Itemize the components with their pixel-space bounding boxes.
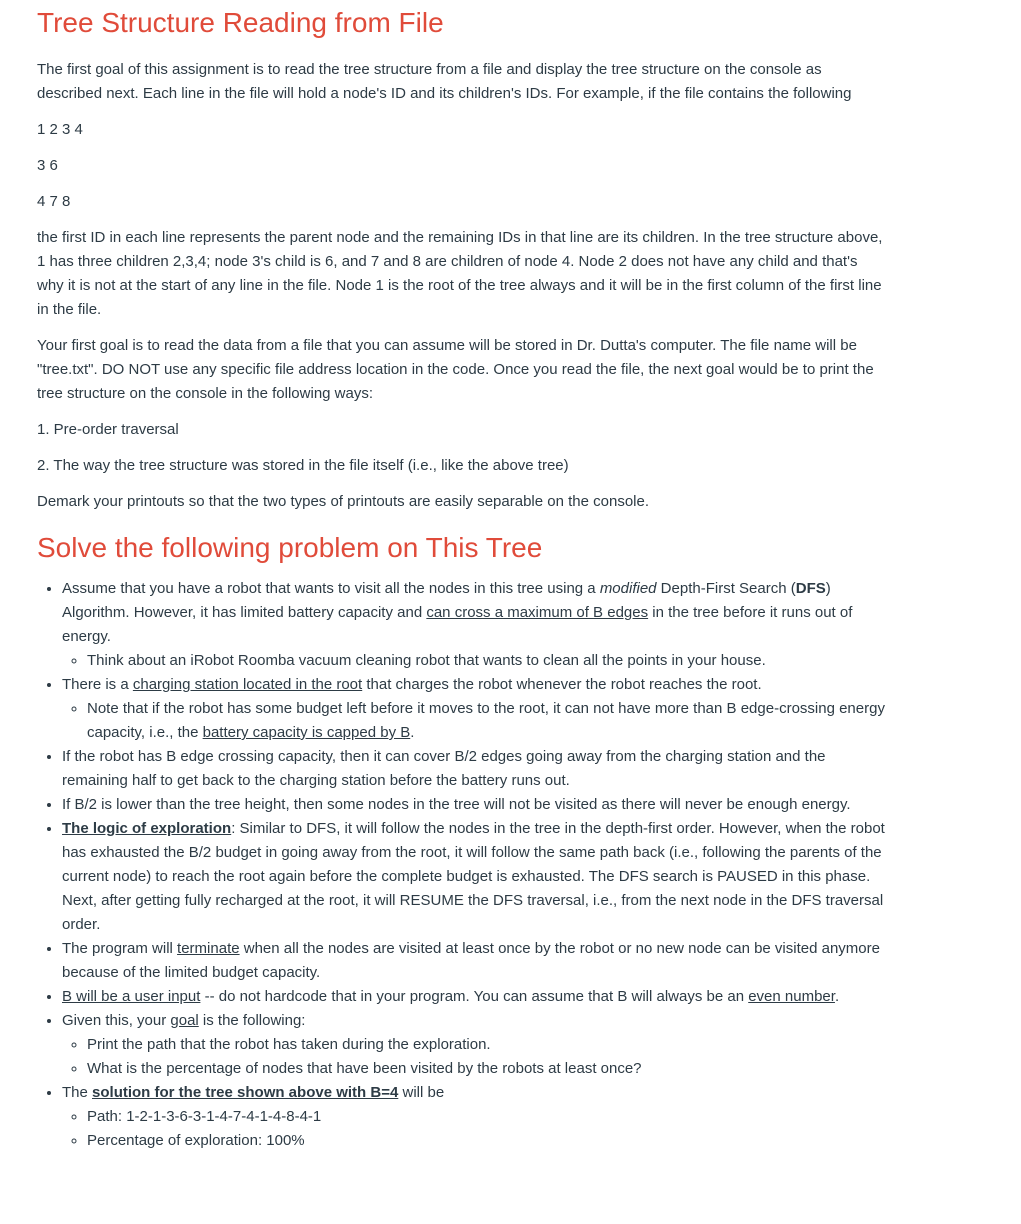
explanation-paragraph: the first ID in each line represents the parent node and the remaining IDs in that line are its children. In the tree structure above, 1 has three children 2,3,4; node 3's child is 6, and 7 and 8 are children of node 4. Node 2 does not have any child and that's why it is not at the start of any line in the file. Node 1 is the root of the tree always and it will be in the first column of the first line in the file. bbox=[37, 229, 883, 318]
underlined-text: B will be a user input bbox=[62, 988, 201, 1005]
underlined-text: charging station located in the root bbox=[132, 676, 363, 693]
underlined-text: goal bbox=[170, 1012, 199, 1029]
goal-paragraph: Your first goal is to read the data from a file that you can assume will be stored in Dr. Dutta's computer. The file name will be "tree.txt". DO NOT use any specific file address location in the code. Once you read the file, the next goal would be to print the tree structure on the console in the following ways: bbox=[37, 337, 874, 402]
way-preorder: 1. Pre-order traversal bbox=[37, 421, 179, 438]
sub-item-print-path: ◦ Print the path that the robot has taken during the exploration. bbox=[87, 1033, 887, 1057]
list-item-goal: • Given this, your goal is the following: ◦ Print the path that the robot has taken during the exploration. ◦ What is the percentage of nodes that have been visited by the robots at least once? bbox=[62, 1009, 887, 1081]
list-item-user-input: • B will be a user input -- do not hardcode that in your program. You can assume that B will always be an even number. bbox=[62, 985, 887, 1009]
file-line: 3 6 bbox=[37, 157, 58, 174]
list-item-charging: • There is a charging station located in the root that charges the robot whenever the robot reaches the root. ◦ Note that if the robot has some budget left before it moves to the root, it can not have more than B edge-crossing energy capacity, i.e., the battery capacity is capped by B. bbox=[62, 673, 887, 745]
list-item-robot: • Assume that you have a robot that wants to visit all the nodes in this tree using a modified Depth-First Search (DFS) Algorithm. However, it has limited battery capacity and can cross a maximum of B edges in the tree before it runs out of energy. ◦ Think about an iRobot Roomba vacuum cleaning robot that wants to clean all the points in your house. bbox=[62, 577, 887, 673]
sub-item-roomba: ◦ Think about an iRobot Roomba vacuum cleaning robot that wants to clean all the points in your house. bbox=[87, 649, 887, 673]
underlined-text: solution for the tree shown above with B=4 bbox=[92, 1084, 399, 1101]
file-line: 1 2 3 4 bbox=[37, 121, 83, 138]
file-example bbox=[37, 118, 887, 214]
problem-list bbox=[37, 577, 887, 1153]
underlined-text: The logic of exploration bbox=[62, 820, 232, 837]
section-title-tree-reading: Tree Structure Reading from File bbox=[37, 7, 444, 38]
sub-item-exploration: ◦ Percentage of exploration: 100% bbox=[87, 1129, 887, 1153]
list-item-solution: • The solution for the tree shown above with B=4 will be ◦ Path: 1-2-1-3-6-3-1-4-7-4-1-4-8-4-1 ◦ Percentage of exploration: 100% bbox=[62, 1081, 887, 1153]
sub-item-percentage: ◦ What is the percentage of nodes that have been visited by the robots at least once? bbox=[87, 1057, 887, 1081]
way-file-structure: 2. The way the tree structure was stored in the file itself (i.e., like the above tree) bbox=[37, 457, 569, 474]
underlined-text: battery capacity is capped by B bbox=[202, 724, 411, 741]
underlined-text: terminate bbox=[177, 940, 240, 957]
sub-item-path: ◦ Path: 1-2-1-3-6-3-1-4-7-4-1-4-8-4-1 bbox=[87, 1105, 887, 1129]
section-title-problem: Solve the following problem on This Tree bbox=[37, 532, 543, 563]
list-item-terminate: • The program will terminate when all the nodes are visited at least once by the robot or no new node can be visited anymore because of the limited budget capacity. bbox=[62, 937, 887, 985]
list-item-logic: • The logic of exploration: Similar to DFS, it will follow the nodes in the tree in the depth-first order. However, when the robot has exhausted the B/2 budget in going away from the root, it will follow the same path back (i.e., following the parents of the current node) to reach the root again before the complete budget is exhausted. The DFS search is PAUSED in this phase. Next, after getting fully recharged at the root, it will RESUME the DFS traversal, i.e., from the next node in the DFS traversal order. bbox=[62, 817, 887, 937]
list-item-tree-height: • If B/2 is lower than the tree height, then some nodes in the tree will not be visited as there will never be enough energy. bbox=[62, 793, 887, 817]
file-line: 4 7 8 bbox=[37, 193, 71, 210]
underlined-text: can cross a maximum of B edges bbox=[426, 604, 649, 621]
intro-paragraph: The first goal of this assignment is to read the tree structure from a file and display the tree structure on the console as described next. Each line in the file will hold a node's ID and its children's IDs. For example, if the file contains the following bbox=[37, 61, 852, 102]
sub-item-capacity: ◦ Note that if the robot has some budget left before it moves to the root, it can not have more than B edge-crossing energy capacity, i.e., the battery capacity is capped by B. bbox=[87, 697, 887, 745]
list-item-half-budget: • If the robot has B edge crossing capacity, then it can cover B/2 edges going away from the charging station and the remaining half to get back to the charging station before the battery runs out. bbox=[62, 745, 887, 793]
demark-paragraph: Demark your printouts so that the two types of printouts are easily separable on the console. bbox=[37, 493, 649, 510]
underlined-text: even number bbox=[748, 988, 835, 1005]
